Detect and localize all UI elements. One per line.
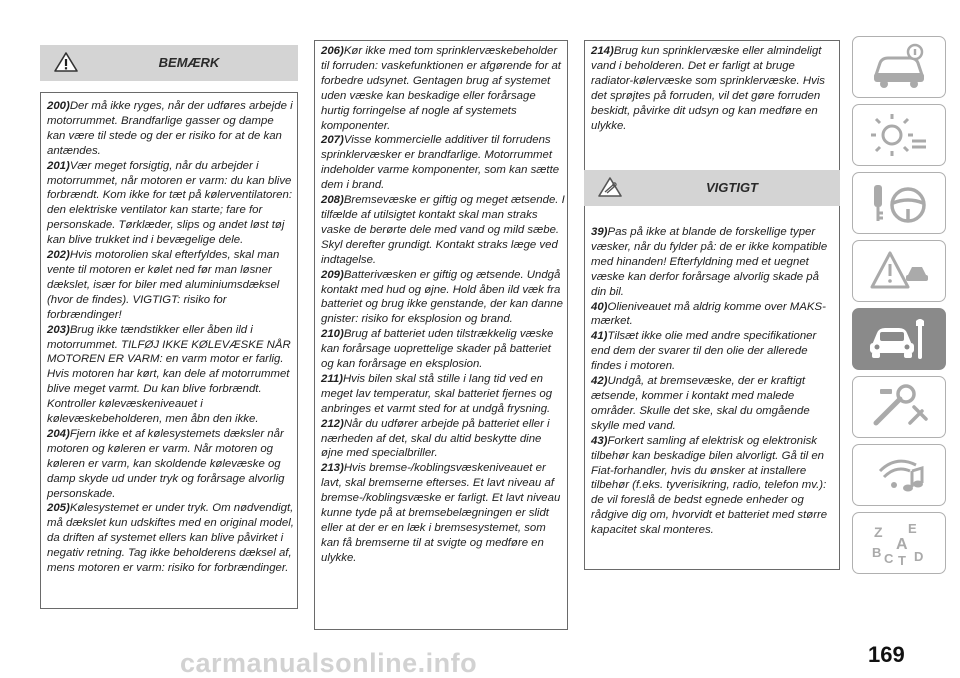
paragraph-text: Der må ikke ryges, når der udføres arbejde i motorrummet. Brandfarlige gasser og dampe kan være til stede og der er risiko for at de kan antændes. xyxy=(47,100,293,157)
index-letter-a: A xyxy=(896,536,908,553)
right-top-text xyxy=(591,44,837,133)
lights-icon xyxy=(868,111,930,159)
paragraph-number: 213) xyxy=(321,462,344,475)
paragraph-number: 41) xyxy=(591,330,608,343)
paragraph-number: 214) xyxy=(591,45,614,57)
paragraph-number: 209) xyxy=(321,268,344,281)
paragraph xyxy=(321,268,566,328)
paragraph-text: Batterivæsken er giftig og ætsende. Undgå kontakt med hud og øjne. Hold åben ild væk fra batteriet og brug ikke genstande, der kan danne gnister: risiko for eksplosion og brand. xyxy=(321,268,563,326)
multimedia-icon xyxy=(868,451,930,499)
paragraph xyxy=(47,99,295,159)
paragraph xyxy=(591,329,837,374)
tab-index[interactable] xyxy=(852,512,946,574)
paragraph xyxy=(591,225,837,300)
paragraph-number: 211) xyxy=(321,372,343,385)
important-text xyxy=(591,225,837,538)
index-letters-icon xyxy=(868,519,930,567)
paragraph xyxy=(321,417,566,462)
chapter-tabs xyxy=(852,36,946,580)
paragraph-number: 207) xyxy=(321,134,344,147)
paragraph-text: Kør ikke med tom sprinklervæskebeholder til forruden: vaskefunktionen er afgørende for at forbedre udsynet. Gentagen brug af systemet uden væske kan beskadige eller forårsage hurtig forringelse af nogle af systemets komponenter. xyxy=(321,45,561,132)
paragraph xyxy=(321,44,566,133)
paragraph-text: Brug af batteriet uden tilstrækkelig væske kan forårsage uoprettelige skader på batteriet og kan forårsage en eksplosion. xyxy=(321,328,554,371)
paragraph-text: Fjern ikke et af kølesystemets dæksler når motoren og køleren er varm. Når motoren og køleren er varm, kan skoldende kølevæske og damp skyde ud under tryk og forårsage alvorlig personskade. xyxy=(47,427,285,500)
paragraph-number: 205) xyxy=(47,502,70,515)
paragraph xyxy=(47,323,295,427)
paragraph-text: Undgå, at bremsevæske, der er kraftigt ætsende, kommer i kontakt med malede områder. Skulle det ske, skal du omgående skylle med vand. xyxy=(591,375,810,432)
tools-icon xyxy=(868,383,930,431)
important-title: VIGTIGT xyxy=(706,180,758,195)
paragraph-number: 203) xyxy=(47,323,70,336)
car-service-icon xyxy=(868,315,930,363)
paragraph xyxy=(591,374,837,434)
note-banner xyxy=(40,45,298,81)
paragraph-text: Når du udfører arbejde på batteriet eller i nærheden af det, skal du altid beskytte dine øjne med specialbriller. xyxy=(321,417,550,460)
paragraph xyxy=(321,133,566,193)
index-letter-b: B xyxy=(872,545,882,560)
paragraph-number: 208) xyxy=(321,194,344,207)
paragraph xyxy=(321,372,566,417)
watermark: carmanualsonline.info xyxy=(180,648,478,678)
paragraph-number: 201) xyxy=(47,159,70,172)
paragraph-number: 40) xyxy=(591,300,608,313)
paragraph-text: Pas på ikke at blande de forskellige typer væsker, når du fylder på: de er ikke kompatible med hinanden! Efterfyldning med et uegnet væske kan derfor forårsage alvorlig skade på din bil. xyxy=(591,226,828,298)
paragraph-text: Hvis bilen skal stå stille i lang tid ved en meget lav temperatur, skal batteriet fjernes og anbringes et varmt sted for at undgå frysning. xyxy=(321,372,553,415)
tab-car-service[interactable] xyxy=(852,308,946,370)
paragraph-number: 42) xyxy=(591,375,608,388)
paragraph-text: Hvis bremse-/koblingsvæskeniveauet er lavt, skal bremserne efterses. Et lavt niveau af bremse-/koblingsvæske er farligt. Et lavt niveau kunne tyde på at bremsebelægningen er slidt eller at der er en læk i bremsesystemet, som kan få bremserne til at svigte og medføre en ulykke. xyxy=(321,462,561,564)
page-number: 169 xyxy=(868,642,905,667)
index-letter-z: Z xyxy=(874,524,883,540)
warning-road-icon xyxy=(868,247,930,295)
middle-text xyxy=(321,44,566,566)
paragraph-text: Kølesystemet er under tryk. Om nødvendigt, må dækslet kun udskiftes med en original model, da driften af systemet ellers kan blive påvirket i negativ retning. Tag ikke beholderens dæksel af, mens motoren er varm: risiko for forbrændinger. xyxy=(47,502,294,575)
note-title: BEMÆRK xyxy=(158,55,220,70)
index-letter-c: C xyxy=(884,551,894,566)
paragraph xyxy=(321,327,566,372)
paragraph xyxy=(47,159,295,248)
car-info-icon xyxy=(868,43,930,91)
paragraph-text: Tilsæt ikke olie med andre specifikationer end dem der svarer til den olie der allerede findes i motoren. xyxy=(591,330,817,373)
paragraph xyxy=(591,44,837,133)
paragraph xyxy=(321,193,566,268)
tab-lights[interactable] xyxy=(852,104,946,166)
paragraph-text: Olieniveauet må aldrig komme over MAKS-mærket. xyxy=(591,300,826,328)
paragraph xyxy=(47,248,295,323)
paragraph-text: Hvis motorolien skal efterfyldes, skal man vente til motoren er kølet ned før man løsner dækslet, især for biler med aluminiumsdæksel (hvor de findes). VIGTIGT: risiko for forbrændinger! xyxy=(47,249,280,321)
index-letter-d: D xyxy=(914,549,924,564)
tab-warning-road[interactable] xyxy=(852,240,946,302)
tab-car-info[interactable] xyxy=(852,36,946,98)
paragraph-number: 202) xyxy=(47,249,70,262)
important-banner xyxy=(584,170,840,206)
paragraph-text: Vær meget forsigtig, når du arbejder i motorrummet, når motoren er varm: du kan blive forbrændt. Kom ikke for tæt på kølerventilatoren: den elektriske ventilator kan starte; fare for personskade. Tørklæder, slips og andet løst tøj kan blive trukket ind i bevægelige dele. xyxy=(47,159,292,247)
tab-key-steering[interactable] xyxy=(852,172,946,234)
tab-tools[interactable] xyxy=(852,376,946,438)
paragraph xyxy=(47,501,295,576)
paragraph-text: Forkert samling af elektrisk og elektronisk tilbehør kan beskadige bilen alvorligt. Gå til en Fiat-forhandler, hvis du ønsker at installere tilbehør (f.eks. tyverisikring, radio, telefon mv.): de vil foreslå de bedst egnede enheder og rådgive dig om, hvorvidt et batteriet med større kapacitet skal monteres. xyxy=(591,434,828,537)
paragraph-text: Brug kun sprinklervæske eller almindeligt vand i beholderen. Det er farligt at bruge radiator-kølervæske som sprinklervæske. Hvis det sprøjtes på forruden, vil det gøre forruden beskidt, påvirke dit udsyn og kan medføre en ulykke. xyxy=(591,45,825,132)
paragraph xyxy=(591,300,837,330)
paragraph-text: Bremsevæske er giftig og meget ætsende. I tilfælde af utilsigtet kontakt skal man straks vaske de berørte dele med vand og mild sæbe. Skyl derefter grundigt. Kontakt straks læge ved indtagelse. xyxy=(321,194,565,266)
paragraph-text: Visse kommercielle additiver til forrudens sprinklervæsker er brandfarlige. Motorrummet indeholder varme komponenter, som kan sætte dem i brand. xyxy=(321,134,560,192)
paragraph-number: 210) xyxy=(321,328,344,341)
tab-multimedia[interactable] xyxy=(852,444,946,506)
note-text xyxy=(47,99,295,576)
paragraph-number: 204) xyxy=(47,427,70,440)
index-letter-e: E xyxy=(908,521,917,536)
paragraph-number: 200) xyxy=(47,100,70,112)
paragraph xyxy=(591,434,837,538)
paragraph-number: 43) xyxy=(591,434,608,447)
paragraph xyxy=(321,461,566,565)
paragraph-text: Brug ikke tændstikker eller åben ild i motorrummet. TILFØJ IKKE KØLEVÆSKE NÅR MOTOREN ER VARM: en varm motor er farlig. Hvis motoren har kørt, kan dele af motorrummet blive meget varmt. Du kan blive forbrændt. Kontroller kølevæskeniveauet i kølevæskebeholderen, men åbn den ikke. xyxy=(47,323,291,426)
paragraph-number: 206) xyxy=(321,45,344,57)
paragraph xyxy=(47,427,295,502)
paragraph-number: 39) xyxy=(591,226,608,238)
paragraph-number: 212) xyxy=(321,417,344,430)
key-steering-icon xyxy=(868,179,930,227)
index-letter-t: T xyxy=(898,553,906,567)
